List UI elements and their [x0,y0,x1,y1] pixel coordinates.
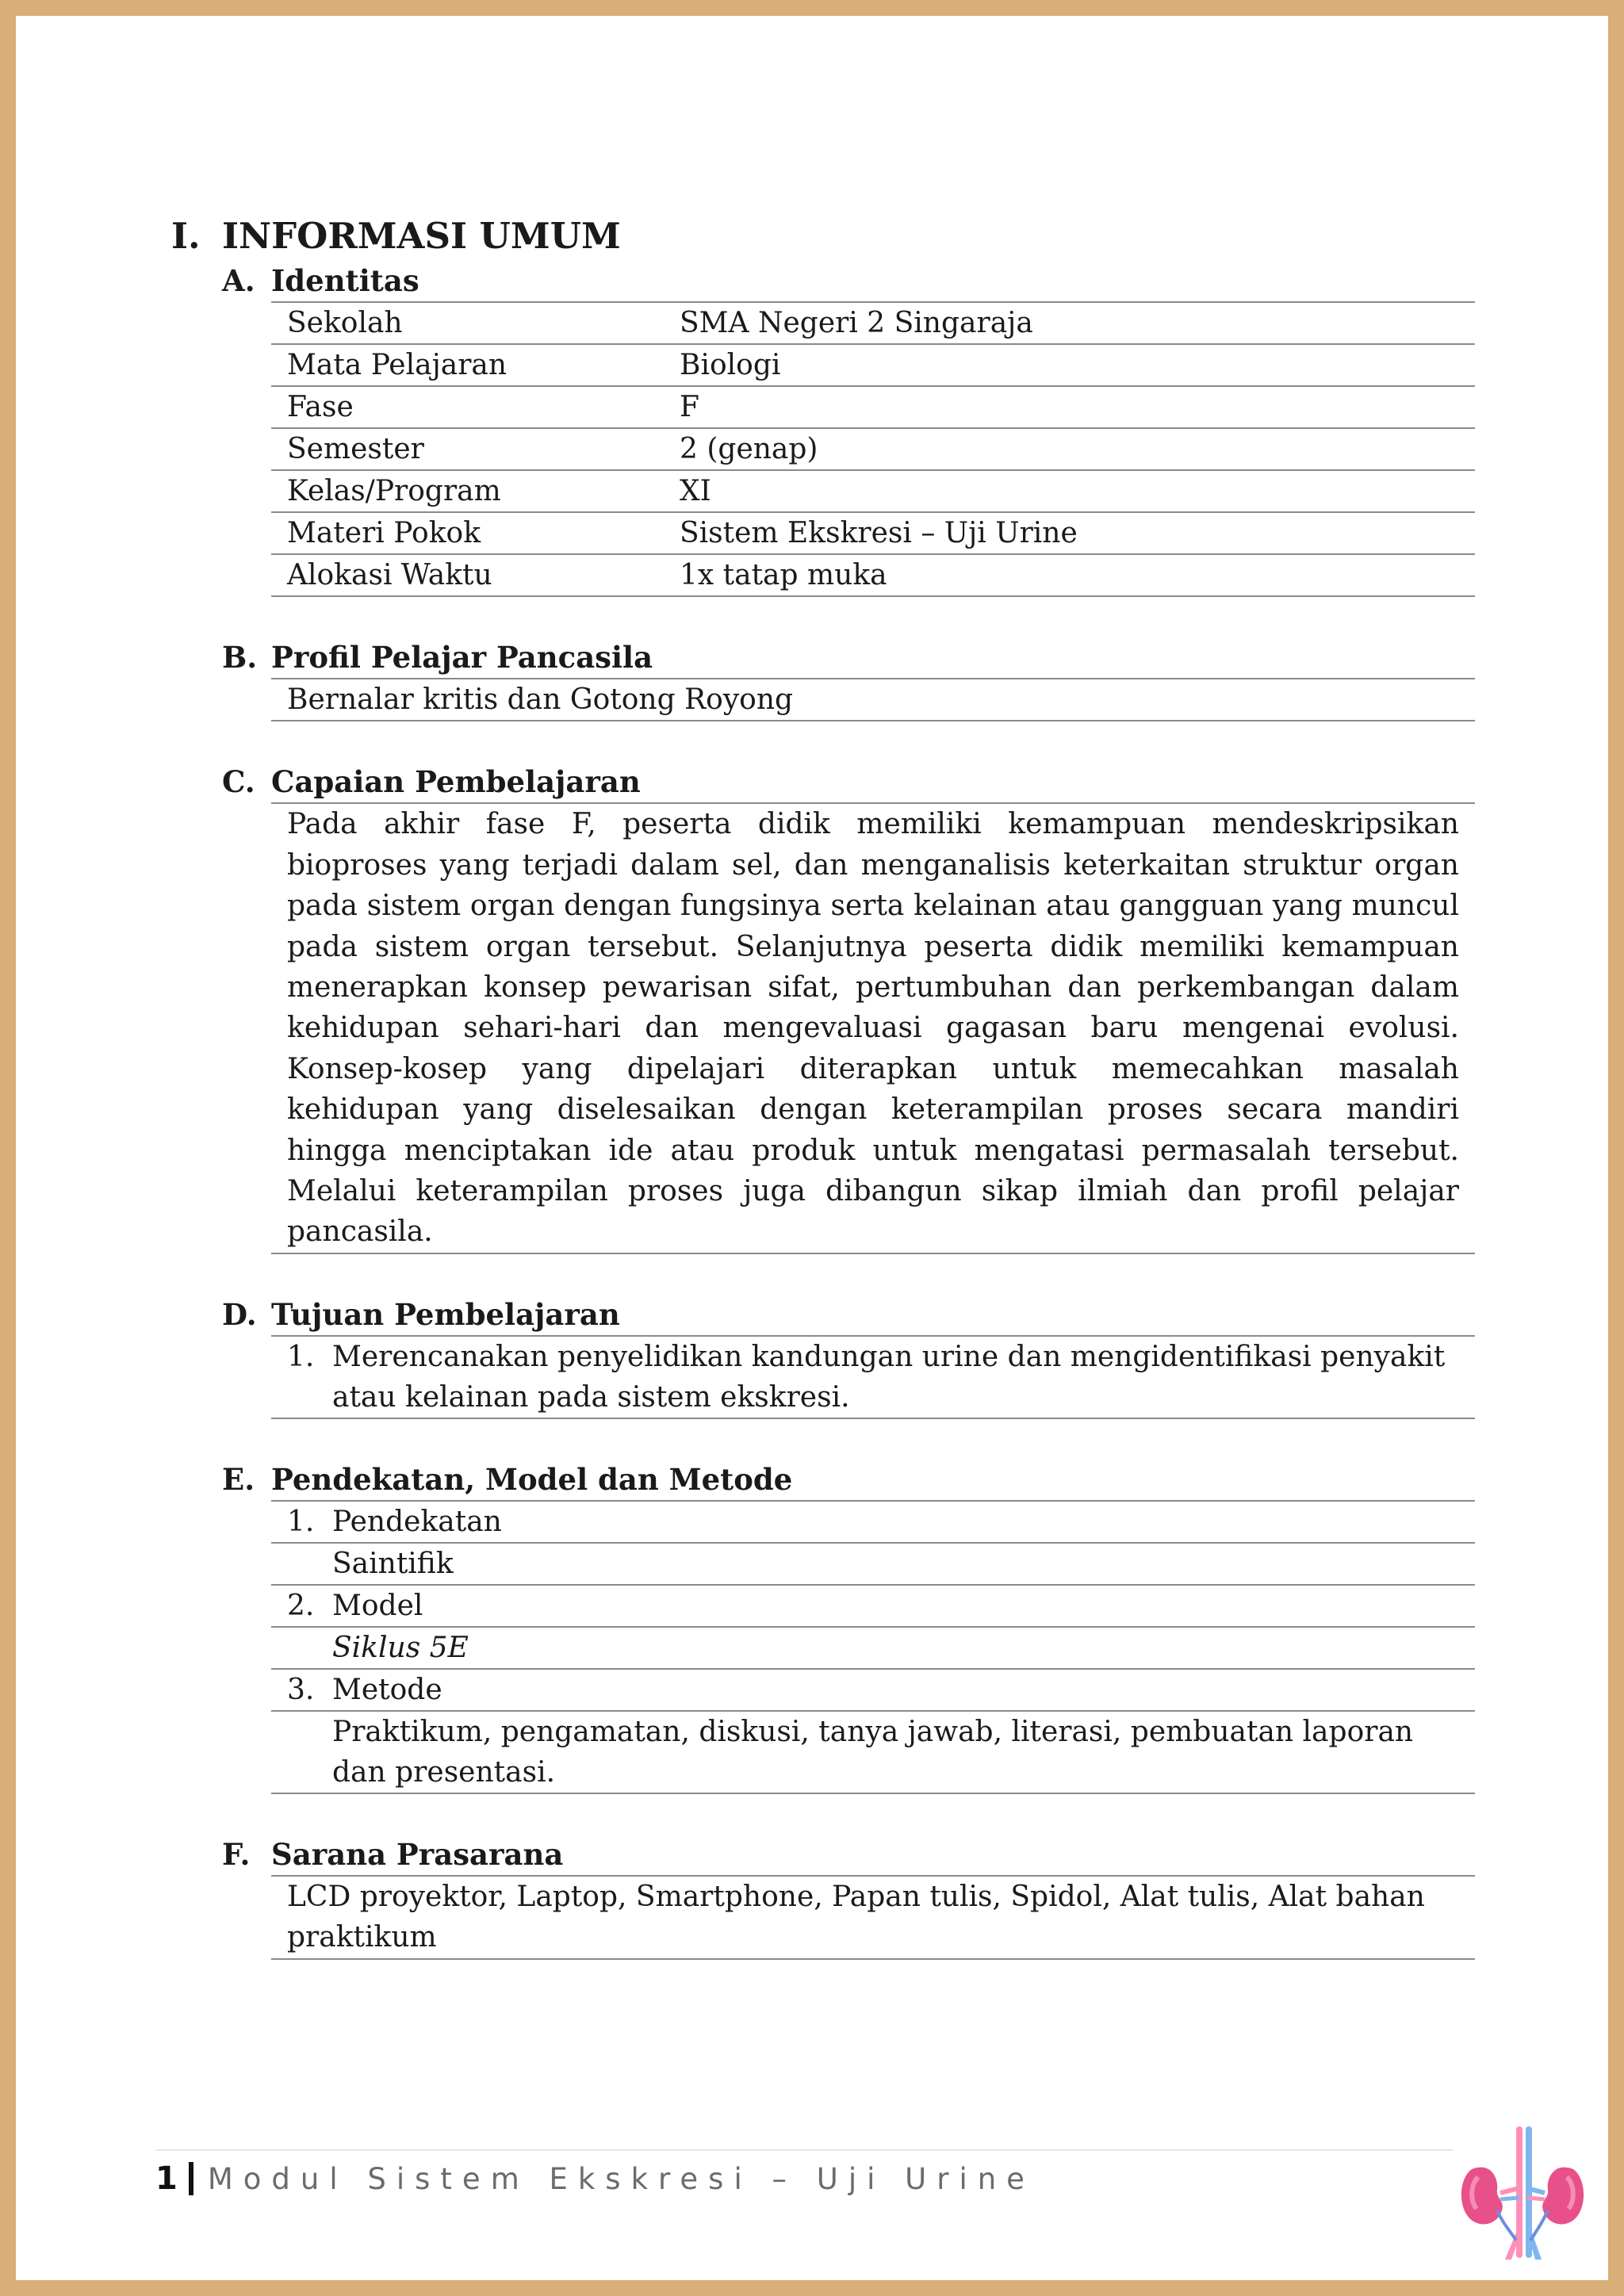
table-row [271,555,1475,597]
row-value: Biologi [680,349,781,381]
sarana-section [222,1834,1475,1960]
row-value: F [680,391,699,423]
list-label: Model [332,1589,423,1622]
profil-text: Bernalar kritis dan Gotong Royong [271,679,1475,721]
list-label: Metode [332,1673,442,1706]
table-row [271,387,1475,429]
capaian-section [222,761,1475,1253]
capaian-heading [222,761,1475,802]
tujuan-title: Tujuan Pembelajaran [271,1296,620,1332]
sarana-title: Sarana Prasarana [271,1836,564,1872]
sarana-number: F. [222,1836,251,1872]
table-row [271,345,1475,387]
capaian-title: Capaian Pembelajaran [271,764,641,800]
profil-heading [222,637,1475,678]
row-key: Mata Pelajaran [287,349,508,381]
row-key: Materi Pokok [287,517,481,549]
pendekatan-number: E. [222,1461,255,1497]
footer [155,2155,1035,2202]
pendekatan-heading [222,1459,1475,1500]
row-key: Sekolah [287,307,403,339]
row-value: Sistem Ekskresi – Uji Urine [680,517,1078,549]
identitas-number: A. [222,263,255,298]
footer-title: Modul Sistem Ekskresi – Uji Urine [207,2161,1035,2196]
sarana-box [271,1875,1475,1960]
section-heading [171,214,1475,258]
sarana-heading [222,1834,1475,1875]
row-key: Alokasi Waktu [287,559,492,591]
row-key: Fase [287,391,354,423]
profil-box [271,678,1475,721]
tujuan-number: D. [222,1296,257,1332]
document-body [171,214,1475,1960]
list-label: Pendekatan [332,1505,502,1538]
identitas-title: Identitas [271,263,419,298]
profil-section [222,637,1475,721]
identitas-section [222,260,1475,597]
section-number: I. [171,215,201,257]
table-row [271,513,1475,555]
pendekatan-box [271,1500,1475,1794]
tujuan-box [271,1335,1475,1419]
list-item [271,1337,1475,1419]
list-number: 1. [287,1340,315,1373]
capaian-text: Pada akhir fase F, peserta didik memiliki kemampuan mendeskripsikan bioproses yang terjadi dalam sel, dan menganalisis keterkaitan struktur organ pada sistem organ dengan fungsinya serta kelainan atau gangguan yang muncul pada sistem organ tersebut. Selanjutnya peserta didik memiliki kemampuan menerapkan konsep pewarisan sifat, pertumbuhan dan perkembangan dalam kehidupan sehari-hari dan mengevaluasi gagasan baru mengenai evolusi. Konsep-kosep yang dipelajari diterapkan untuk memecahkan masalah kehidupan yang diselesaikan dengan keterampilan proses secara mandiri hingga menciptakan ide atau produk untuk mengatasi permasalah tersebut. Melalui keterampilan proses juga dibangun sikap ilmiah dan profil pelajar pancasila. [271,804,1475,1253]
profil-number: B. [222,640,258,675]
row-key: Semester [287,433,424,465]
list-number: 2. [287,1589,315,1622]
capaian-number: C. [222,764,255,800]
identitas-table [271,301,1475,597]
row-value: XI [680,475,711,507]
table-row [271,303,1475,345]
tujuan-section [222,1294,1475,1419]
row-key: Kelas/Program [287,475,501,507]
list-item [271,1670,1475,1712]
capaian-box [271,802,1475,1253]
table-row [271,471,1475,513]
section-title: INFORMASI UMUM [222,215,621,257]
tujuan-heading [222,1294,1475,1335]
pendekatan-title: Pendekatan, Model dan Metode [271,1461,793,1497]
list-number: 3. [287,1673,315,1706]
table-row [271,429,1475,471]
pendekatan-section [222,1459,1475,1794]
page-number: 1 [155,2160,178,2197]
page [16,16,1608,2280]
row-value: 1x tatap muka [680,559,887,591]
profil-title: Profil Pelajar Pancasila [271,640,653,675]
list-value: Siklus 5E [271,1628,1475,1670]
list-number: 1. [287,1505,315,1538]
footer-divider [155,2149,1453,2151]
list-value: Saintifik [271,1544,1475,1586]
list-value: Praktikum, pengamatan, diskusi, tanya jawab, literasi, pembuatan laporan dan presentasi. [271,1712,1475,1794]
row-value: SMA Negeri 2 Singaraja [680,307,1033,339]
list-text: Merencanakan penyelidikan kandungan urine dan mengidentifikasi penyakit atau kelainan pada sistem ekskresi. [332,1340,1446,1414]
list-item [271,1502,1475,1544]
row-value: 2 (genap) [680,433,818,465]
kidney-icon [1456,2122,1589,2261]
list-item [271,1586,1475,1628]
identitas-heading [222,260,1475,301]
sarana-text: LCD proyektor, Laptop, Smartphone, Papan tulis, Spidol, Alat tulis, Alat bahan praktikum [271,1877,1475,1960]
footer-separator [189,2162,193,2195]
